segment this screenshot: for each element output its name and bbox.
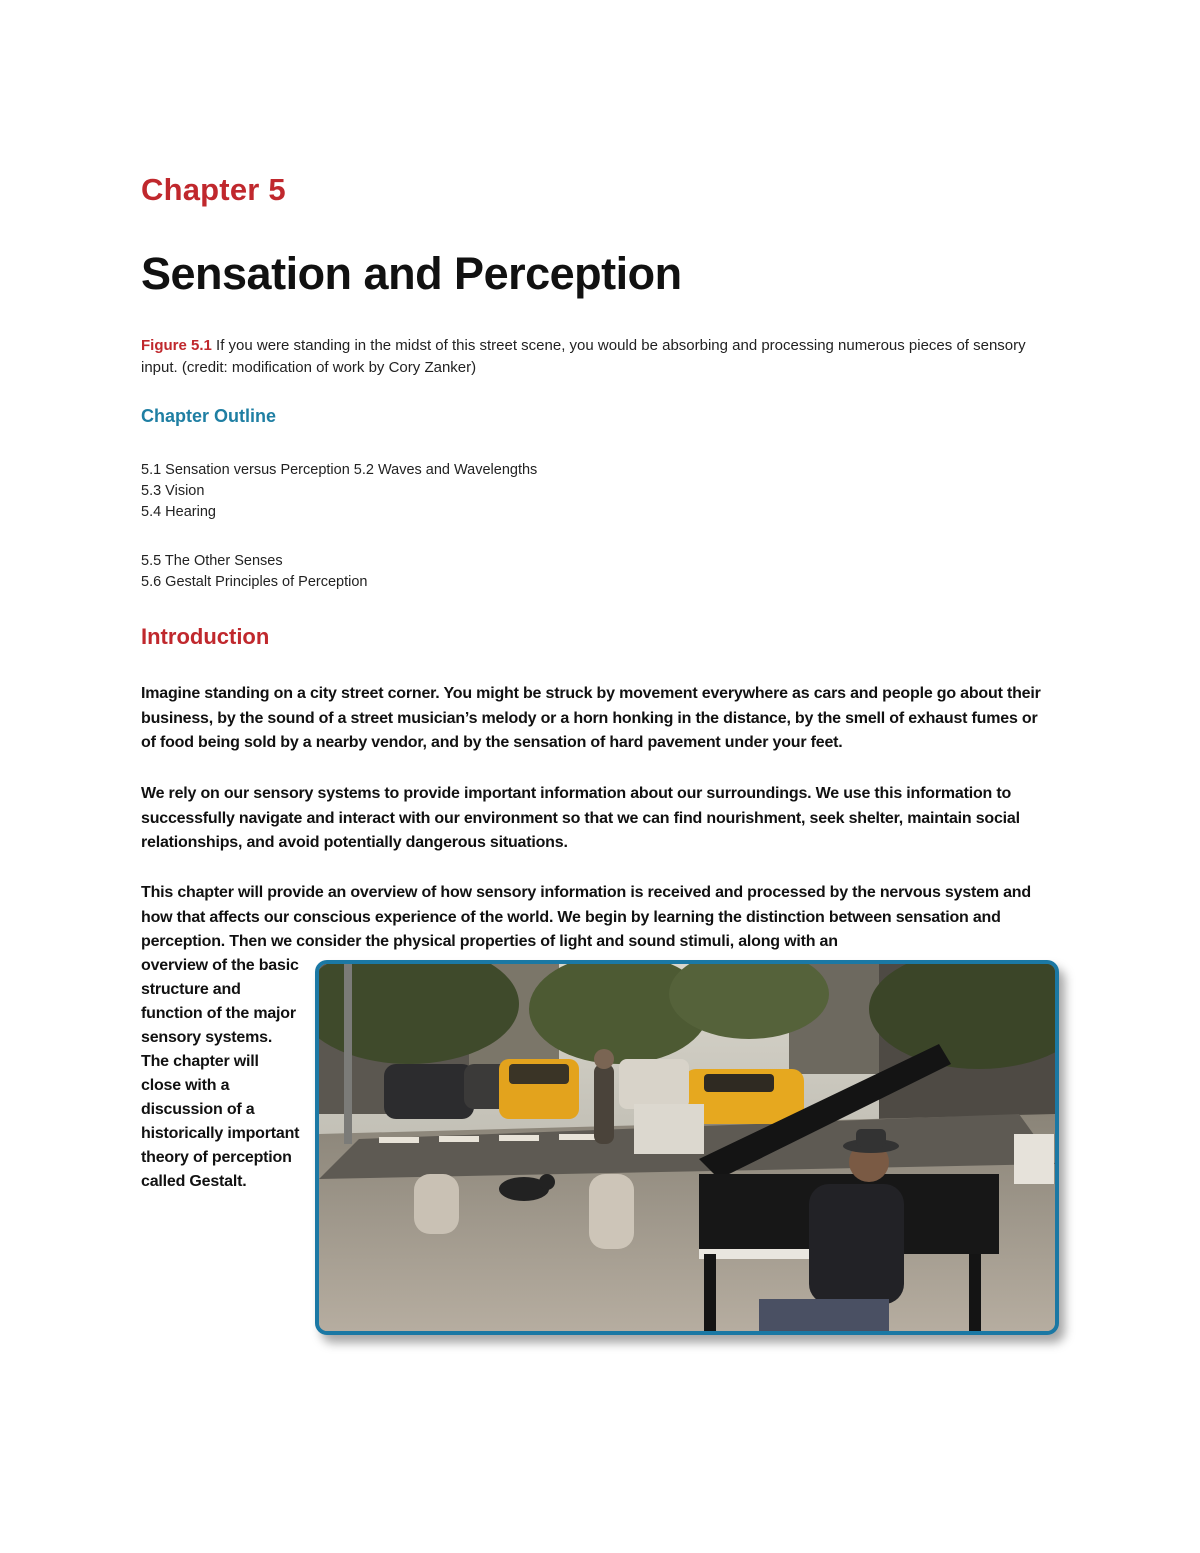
chapter-title: Sensation and Perception (141, 248, 682, 299)
figure-caption (141, 335, 1061, 379)
chapter-outline-list (141, 460, 841, 523)
intro-paragraph-wrapped: overview of the basic structure and function of the major sensory systems. The chapter will close with a discussion of a historically important theory of perception called Gestalt. (141, 957, 300, 1190)
street-scene-illustration (319, 964, 1055, 1331)
outline-item: 5.6 Gestalt Principles of Perception (141, 574, 368, 590)
introduction-heading: Introduction (141, 624, 270, 649)
figure-caption-text: If you were standing in the midst of this street scene, you would be absorbing and processing numerous pieces of sensory input. (credit: modification of work by Cory Zanker) (141, 337, 1026, 376)
chapter-outline-heading: Chapter Outline (141, 406, 277, 426)
outline-item: 5.3 Vision (141, 483, 205, 499)
chapter-label: Chapter 5 (141, 172, 286, 207)
intro-paragraph: Imagine standing on a city street corner. You might be struck by movement everywhere as cars and people go about their business, by the sound of a street musician’s melody or a horn honking in the distance, by the smell of exhaust fumes or of food being sold by a nearby vendor, and by the sensation of hard pavement under your feet. (141, 685, 1041, 751)
outline-item: 5.1 Sensation versus Perception 5.2 Waves and Wavelengths (141, 462, 538, 478)
figure-label: Figure 5.1 (141, 337, 212, 354)
outline-item: 5.4 Hearing (141, 504, 216, 520)
intro-paragraph: This chapter will provide an overview of how sensory information is received and processed by the nervous system and how that affects our conscious experience of the world. We begin by learning the distinction between sensation and perception. Then we consider the physical properties of light and sound stimuli, along with an (141, 884, 1031, 950)
chapter-outline-list-continued (141, 551, 841, 593)
outline-item: 5.5 The Other Senses (141, 553, 283, 569)
street-scene-photo (315, 960, 1059, 1335)
intro-paragraph: We rely on our sensory systems to provide important information about our surroundings. We use this information to successfully navigate and interact with our environment so that we can find nourishment, seek shelter, maintain social relationships, and avoid potentially dangerous situations. (141, 785, 1020, 851)
